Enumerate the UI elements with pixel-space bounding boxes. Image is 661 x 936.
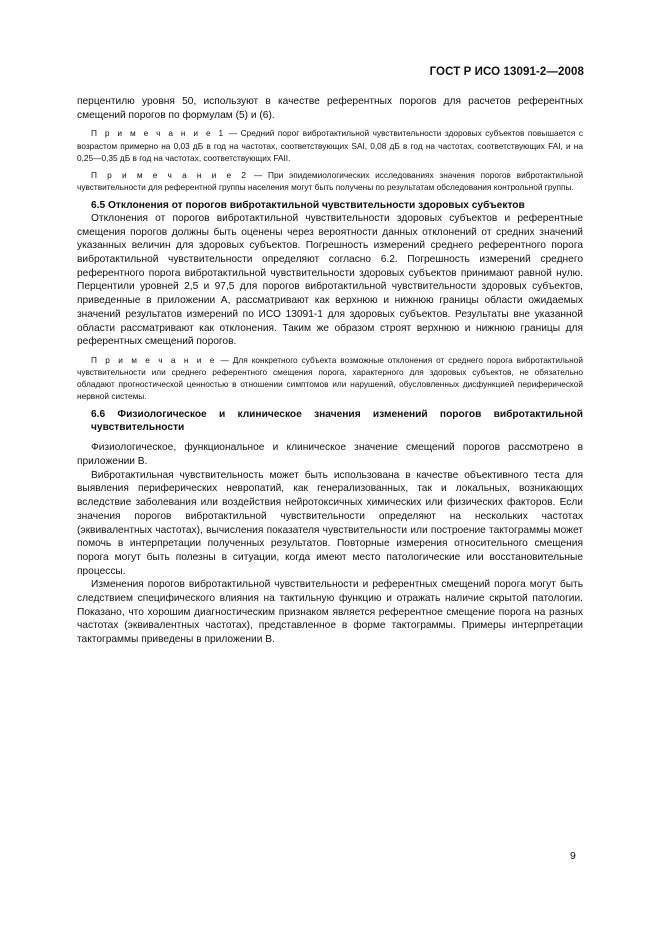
note-2-text: — При эпидемиологических исследованиях значения порогов вибротактильной чувствительности для референтной группы населения могут быть получены по результатам обследования контрольной группы. [77,169,583,192]
note-1 [77,127,583,163]
document-header: ГОСТ Р ИСО 13091-2—2008 [429,66,584,78]
section-6-5-note-text: — Для конкретного субъекта возможные отклонения от среднего порога вибротактильной чувствительности или среднего референтного смещения порога, характерного для здоровых субъектов, не обязательно обладают прогностической ценностью в отношении симптомов или нарушений, обусловленных дисфункцией периферической нервной системы. [77,354,583,402]
section-6-6-paragraph-3: Изменения порогов вибротактильной чувствительности и референтных смещений порога могут быть следствием специфического влияния на тактильную функцию и отражать наличие скрытой патологии. Показано, что хорошим диагностическим признаком является референтное смещение порога на разных частотах (эквивалентных частотах), представленное в форме тактограммы. Примеры интерпретации тактограммы приведены в приложении В. [77,579,583,646]
note-1-label: П р и м е ч а н и е 1 [91,128,226,139]
intro-paragraph: перцентилю уровня 50, используют в качестве референтных порогов для расчетов референтных смещений порогов по формулам (5) и (6). [77,96,583,121]
section-6-5-paragraph: Отклонения от порогов вибротактильной чувствительности здоровых субъектов и референтные смещения порогов должны быть оценены через вероятности данных отклонений от средних значений указанных величин для здоровых субъектов. Погрешность измерений среднего референтного порога вибротактильной чувствительности определяют согласно 6.2. Погрешность измерений среднего референтного порога вибротактильной чувствительности здоровых субъектов принимают равной нулю. Перцентили уровней 2,5 и 97,5 для порогов вибротактильной чувствительности здоровых субъектов, приведенные в приложении А, рассматривают как верхнюю и нижнюю границы области ожидаемых значений результатов измерений по ИСО 13091-1 для здоровых субъектов. Результаты вне указанной области рассматривают как отклонения. Таким же образом строят верхнюю и нижнюю границы для референтных смещений порогов. [77,212,583,348]
section-6-6-paragraph-1: Физиологическое, функциональное и клиническое значение смещений порогов рассмотрено в приложении В. [77,442,583,467]
section-6-5-note [77,354,583,402]
section-6-6-heading: 6.6 Физиологическое и клиническое значения изменений порогов вибротактильной чувствительности [91,409,583,434]
document-body [77,95,583,647]
page-number: 9 [570,850,576,862]
section-6-5-note-label: П р и м е ч а н и е [91,354,217,365]
section-6-5-heading: 6.5 Отклонения от порогов вибротактильной чувствительности здоровых субъектов [91,199,525,211]
note-2-label: П р и м е ч а н и е 2 [91,169,249,180]
note-1-text: — Средний порог вибротактильной чувствительности здоровых субъектов повышается с возрастом примерно на 0,03 дБ в год на частотах, соответствующих SAI, 0,08 дБ в год на частотах, соответствующих FAI, и на 0,25—0,35 дБ в год на частотах, соответствующих FAII. [77,128,583,163]
section-6-6-paragraph-2: Вибротактильная чувствительность может быть использована в качестве объективного теста для выявления периферических невропатий, как генерализованных, так и локальных, возникающих вследствие заболевания или воздействия нейротоксичных химических или физических факторов. Если значения порогов вибротактильной чувствительности определяют на нескольких частотах (эквивалентных частотах), вычисления показателя чувствительности или построение тактограммы может помочь в интерпретации полученных результатов. Повторные измерения относительного смещения порога могут быть полезны в ситуации, когда имеют место патологические или восстановительные процессы. [77,469,583,577]
note-2 [77,169,583,193]
